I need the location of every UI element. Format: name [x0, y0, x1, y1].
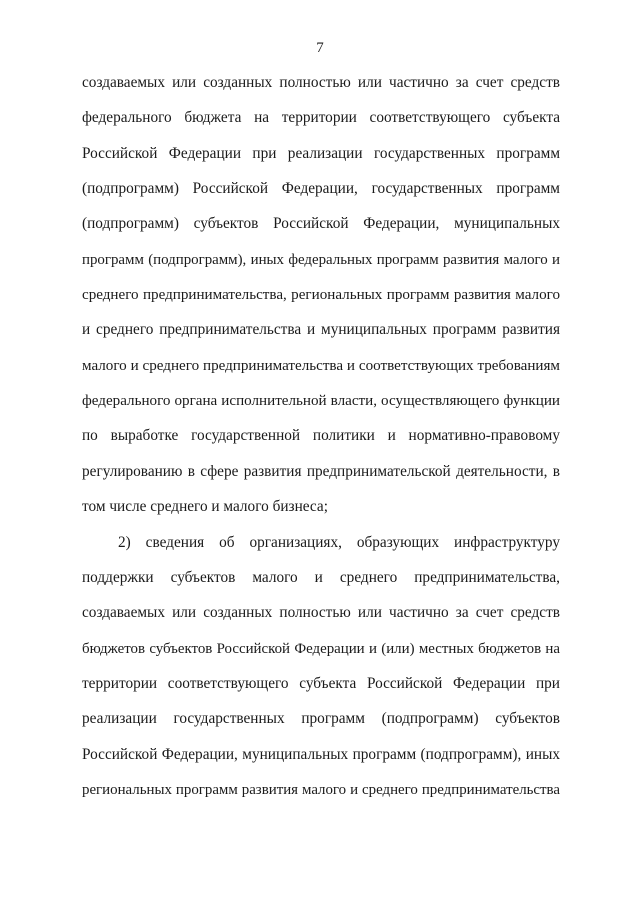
text-line: (подпрограмм) Российской Федерации, государственных программ — [82, 180, 560, 197]
text-line: регулированию в сфере развития предпринимательской деятельности, в — [82, 463, 560, 480]
text-line: по выработке государственной политики и нормативно-правовому — [82, 427, 560, 444]
text-line: бюджетов субъектов Российской Федерации и (или) местных бюджетов на — [82, 641, 560, 657]
text-line: поддержки субъектов малого и среднего предпринимательства, — [82, 569, 560, 586]
page-number: 7 — [316, 40, 324, 56]
text-line: Российской Федерации, муниципальных программ (подпрограмм), иных — [82, 746, 560, 763]
text-line: Российской Федерации при реализации государственных программ — [82, 145, 560, 162]
text-line: федерального бюджета на территории соответствующего субъекта — [82, 109, 560, 126]
text-line: среднего предпринимательства, региональных программ развития малого — [82, 287, 560, 303]
text-line: реализации государственных программ (подпрограмм) субъектов — [82, 710, 560, 727]
text-line: том числе среднего и малого бизнеса; — [82, 498, 328, 515]
text-line: малого и среднего предпринимательства и соответствующих требованиям — [82, 358, 560, 374]
text-line: создаваемых или созданных полностью или частично за счет средств — [82, 604, 560, 621]
text-line: программ (подпрограмм), иных федеральных программ развития малого и — [82, 252, 560, 268]
text-line: 2) сведения об организациях, образующих инфраструктуру — [118, 534, 560, 551]
text-line: создаваемых или созданных полностью или частично за счет средств — [82, 74, 560, 91]
text-line: федерального органа исполнительной власти, осуществляющего функции — [82, 393, 560, 409]
text-line: (подпрограмм) субъектов Российской Федерации, муниципальных — [82, 215, 560, 232]
text-line: региональных программ развития малого и среднего предпринимательства — [82, 782, 560, 798]
text-line: и среднего предпринимательства и муниципальных программ развития — [82, 321, 560, 338]
text-line: территории соответствующего субъекта Российской Федерации при — [82, 675, 560, 692]
